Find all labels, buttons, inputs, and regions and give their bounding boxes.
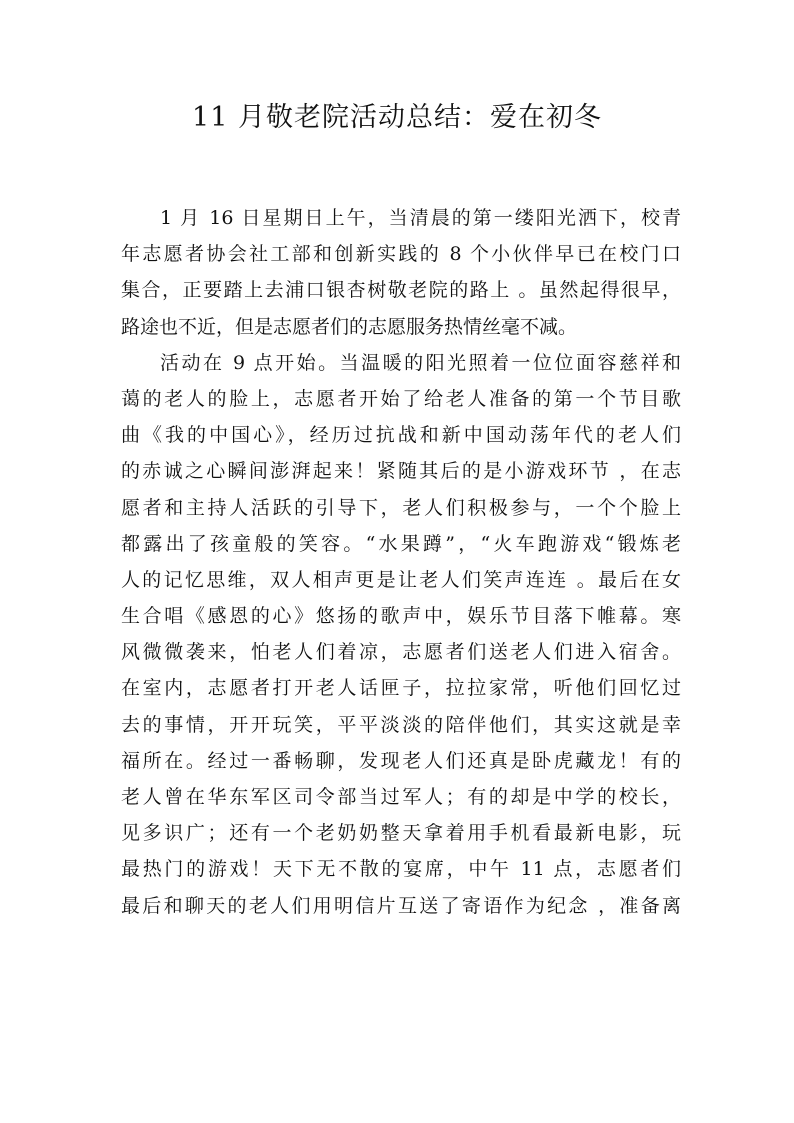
text-line: 最热门的游戏！天下无不散的宴席，中午 11 点，志愿者们	[121, 858, 681, 881]
document-body	[121, 200, 681, 924]
text-line: 去的事情，开开玩笑，平平淡淡的陪伴他们，其实这就是幸	[121, 713, 681, 736]
text-line: 的赤诚之心瞬间澎湃起来！紧随其后的是小游戏环节 ，在志	[121, 460, 681, 483]
text-line: 在室内，志愿者打开老人话匣子，拉拉家常，听他们回忆过	[121, 677, 681, 700]
text-line: 最后和聊天的老人们用明信片互送了寄语作为纪念 ，准备离	[121, 894, 681, 917]
text-line: 蔼的老人的脸上，志愿者开始了给老人准备的第一个节目歌	[121, 387, 681, 410]
text-line: 福所在。经过一番畅聊，发现老人们还真是卧虎藏龙！有的	[121, 749, 681, 772]
text-line: 集合，正要踏上去浦口银杏树敬老院的路上 。虽然起得很早，	[121, 279, 681, 302]
page-title: 11 月敬老院活动总结：爱在初冬	[192, 102, 602, 133]
text-line: 见多识广；还有一个老奶奶整天拿着用手机看最新电影，玩	[121, 822, 681, 845]
text-line: 都露出了孩童般的笑容。“水果蹲”，“火车跑游戏“锻炼老	[121, 532, 681, 555]
text-line: 年志愿者协会社工部和创新实践的 8 个小伙伴早已在校门口	[121, 243, 681, 266]
text-line: 1 月 16 日星期日上午，当清晨的第一缕阳光洒下，校青	[160, 207, 681, 229]
text-line: 风微微袭来，怕老人们着凉，志愿者们送老人们进入宿舍。	[121, 641, 681, 664]
text-line: 路途也不近，但是志愿者们的志愿服务热情丝毫不减。	[121, 315, 578, 338]
text-line: 活动在 9 点开始。当温暖的阳光照着一位位面容慈祥和	[160, 351, 681, 374]
text-line: 人的记忆思维，双人相声更是让老人们笑声连连 。最后在女	[121, 568, 681, 591]
text-line: 愿者和主持人活跃的引导下，老人们积极参与，一个个脸上	[121, 496, 681, 519]
paragraph-1	[121, 200, 681, 345]
text-line: 曲《我的中国心》，经历过抗战和新中国动荡年代的老人们	[121, 424, 681, 447]
paragraph-2	[121, 345, 681, 924]
text-line: 老人曾在华东军区司令部当过军人；有的却是中学的校长，	[121, 786, 681, 808]
text-line: 生合唱《感恩的心》悠扬的歌声中，娱乐节目落下帷幕。寒	[121, 605, 681, 628]
